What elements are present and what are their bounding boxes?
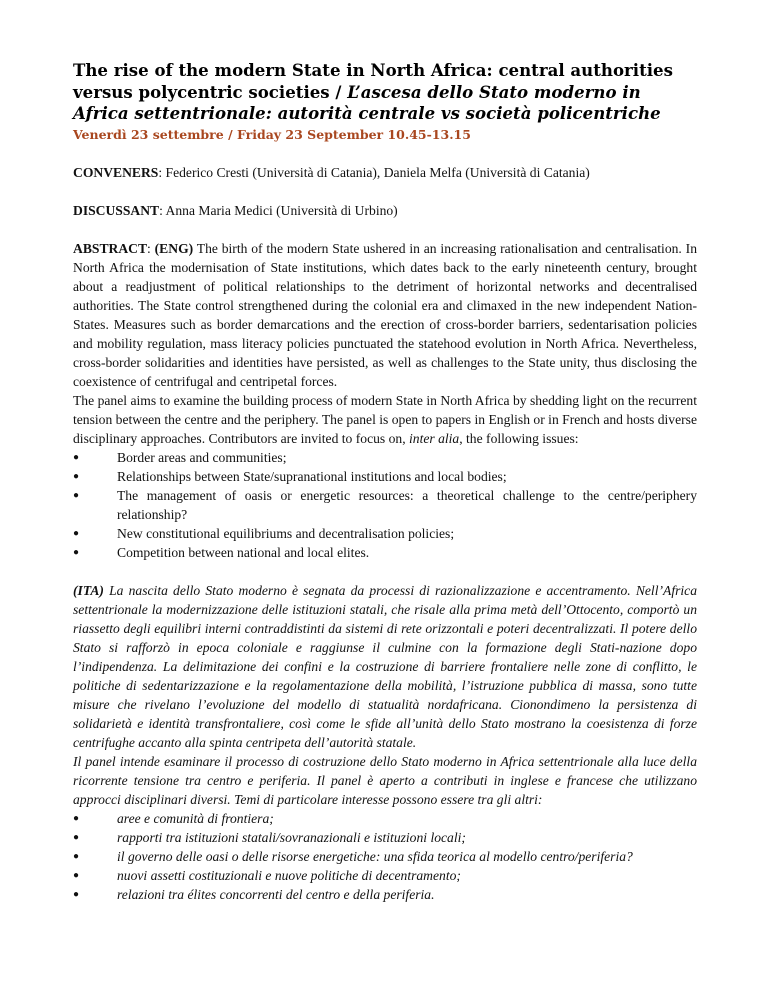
list-item — [73, 486, 697, 524]
list-item-text: il governo delle oasi o delle risorse energetiche: una sfida teorica al modello centro/periferia? — [117, 848, 633, 864]
abstract-it-text: La nascita dello Stato moderno è segnata da processi di razionalizzazione e accentramento. Nell’Africa settentrionale la modernizzazione delle istituzioni statali, che risale alla prima metà dell’Ottocento, comportò un riassetto degli equilibri interni contraddistinti da sistemi di rete orizzontali e poteri decentralizzati. Il potere dello Stato si rafforzò in epoca coloniale e raggiunse il culmine con la formazione degli Stati-nazione dopo l’indipendenza. La delimitazione dei confini e la costruzione di barriere frontaliere nelle zone di conflitto, le politiche di sedentarizzazione e la regolamentazione della mobilità, l’istruzione pubblica di massa, sono tutte misure che rivelano l’evoluzione del modello di statualità nordafricana. Cionondimeno la persistenza di solidarietà e identità transfrontaliere, così come le sfide all’unità dello Stato mostrano la coesistenza di forze centrifughe accanto alla spinta centripeta dell’autorità statale. — [73, 582, 697, 750]
bullet-icon: ● — [73, 527, 80, 539]
discussant-line — [73, 201, 697, 220]
date-line: Venerdì 23 settembre / Friday 23 September 10.45-13.15 — [73, 126, 471, 142]
bullet-icon: ● — [73, 489, 80, 501]
abstract-english-paragraph-1 — [73, 239, 697, 391]
list-item — [73, 866, 697, 885]
english-topic-list — [73, 448, 697, 562]
list-item-text: Border areas and communities; — [117, 449, 287, 465]
abstract-en-p2-start: The panel aims to examine the building process of modern State in North Africa by shedding light on the recurrent tension between the centre and the periphery. The panel is open to papers in English or in French and hosts diverse disciplinary approaches. Contributors are invited to focus on, — [73, 392, 697, 446]
abstract-english-paragraph-2 — [73, 391, 697, 448]
list-item-text: Relationships between State/supranational institutions and local bodies; — [117, 468, 507, 484]
bullet-icon: ● — [73, 451, 80, 463]
list-item-text: Competition between national and local elites. — [117, 544, 370, 560]
abstract-separator: : — [147, 240, 155, 256]
list-item-text: rapporti tra istituzioni statali/sovranazionali e istituzioni locali; — [117, 829, 466, 845]
italian-topic-list — [73, 809, 697, 904]
list-item — [73, 828, 697, 847]
discussant-text: : Anna Maria Medici (Università di Urbino) — [159, 202, 398, 218]
document-page — [73, 60, 697, 904]
list-item — [73, 448, 697, 467]
conveners-line — [73, 163, 697, 182]
abstract-italian — [73, 581, 697, 904]
abstract-en-p2-end: , the following issues: — [459, 430, 579, 446]
list-item-text: nuovi assetti costituzionali e nuove politiche di decentramento; — [117, 867, 461, 883]
list-item — [73, 885, 697, 904]
bullet-icon: ● — [73, 850, 80, 862]
conveners-text: : Federico Cresti (Università di Catania), Daniela Melfa (Università di Catania) — [158, 164, 590, 180]
list-item — [73, 543, 697, 562]
title-english: The rise of the modern State in North Africa: central authorities versus polycentric societies / — [73, 60, 673, 102]
list-item — [73, 847, 697, 866]
abstract-label: ABSTRACT — [73, 240, 148, 256]
abstract-en-text: The birth of the modern State ushered in an increasing rationalisation and centralisation. In North Africa the modernisation of State institutions, which dates back to the early nineteenth century, brought about a readjustment of political relationships to the detriment of horizontal networks and decentralised authorities. The State control strengthened during the colonial era and climaxed in the new independent Nation-States. Measures such as border demarcations and the erection of cross-border barriers, sedentarisation policies and mobility regulation, mass literacy policies punctuated the statehood evolution in North Africa. Nevertheless, cross-border solidarities and identities have persisted, as well as challenges to the State unity, thus disclosing the coexistence of centrifugal and centripetal forces. — [73, 240, 697, 389]
list-item — [73, 467, 697, 486]
bullet-icon: ● — [73, 869, 80, 881]
inter-alia: inter alia — [409, 430, 460, 446]
abstract-italian-paragraph-2: Il panel intende esaminare il processo di costruzione dello Stato moderno in Africa settentrionale alla luce della ricorrente tensione tra centro e periferia. Il panel è aperto a contributi in inglese e francese che utilizzano approcci disciplinari diversi. Temi di particolare interesse possono essere tra gli altri: — [73, 753, 697, 807]
abstract-italian-paragraph-1 — [73, 581, 697, 752]
title-italian: L’ascesa dello Stato moderno in Africa settentrionale: autorità centrale vs società policentriche — [73, 81, 661, 123]
list-item-text: The management of oasis or energetic resources: a theoretical challenge to the centre/periphery relationship? — [117, 487, 697, 522]
bullet-icon: ● — [73, 546, 80, 558]
bullet-icon: ● — [73, 831, 80, 843]
lang-tag-eng: (ENG) — [154, 240, 194, 256]
bullet-icon: ● — [73, 470, 80, 482]
list-item-text: aree e comunità di frontiera; — [117, 810, 274, 826]
list-item-text: relazioni tra élites concorrenti del centro e della periferia. — [117, 886, 435, 902]
discussant-label: DISCUSSANT — [73, 202, 160, 218]
lang-tag-ita: (ITA) — [73, 582, 104, 598]
conveners-label: CONVENERS — [73, 164, 159, 180]
list-item — [73, 809, 697, 828]
bullet-icon: ● — [73, 812, 80, 824]
list-item-text: New constitutional equilibriums and decentralisation policies; — [117, 525, 455, 541]
panel-title — [73, 60, 697, 125]
list-item — [73, 524, 697, 543]
bullet-icon: ● — [73, 888, 80, 900]
